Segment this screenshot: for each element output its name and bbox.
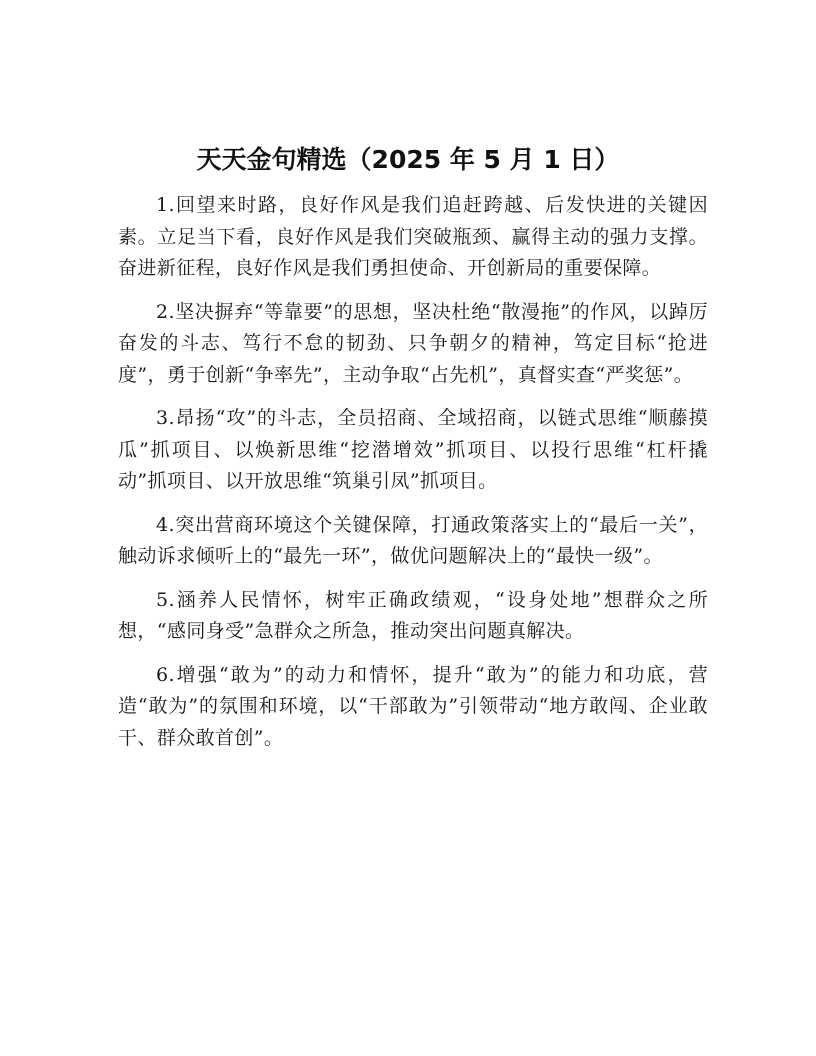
paragraph-5: 5.涵养人民情怀，树牢正确政绩观，“设身处地”想群众之所想，“感同身受”急群众之所急，推动突出问题真解决。 <box>118 588 708 642</box>
paragraph-1: 1.回望来时路，良好作风是我们追赶跨越、后发快进的关键因素。立足当下看，良好作风是我们突破瓶颈、赢得主动的强力支撑。奋进新征程，良好作风是我们勇担使命、开创新局的重要保障。 <box>118 194 708 279</box>
paragraph-2: 2.坚决摒弃“等靠要”的思想，坚决杜绝“散漫拖”的作风，以踔厉奋发的斗志、笃行不怠的韧劲、只争朝夕的精神，笃定目标“抢进度”，勇于创新“争率先”，主动争取“占先机”，真督实查“严奖惩”。 <box>118 300 708 386</box>
paragraph-3: 3.昂扬“攻”的斗志，全员招商、全域招商，以链式思维“顺藤摸瓜”抓项目、以焕新思维“挖潜增效”抓项目、以投行思维“杠杆撬动”抓项目、以开放思维“筑巢引凤”抓项目。 <box>118 407 708 492</box>
paragraph-6: 6.增强“敢为”的动力和情怀，提升“敢为”的能力和功底，营造“敢为”的氛围和环境，以“干部敢为”引领带动“地方敢闯、企业敢干、群众敢首创”。 <box>118 663 708 749</box>
document-title: 天天金句精选（2025 年 5 月 1 日） <box>196 145 620 174</box>
paragraph-4: 4.突出营商环境这个关键保障，打通政策落实上的“最后一关”，触动诉求倾听上的“最先一环”，做优问题解决上的“最快一级”。 <box>118 513 708 567</box>
document-body <box>118 190 708 766</box>
